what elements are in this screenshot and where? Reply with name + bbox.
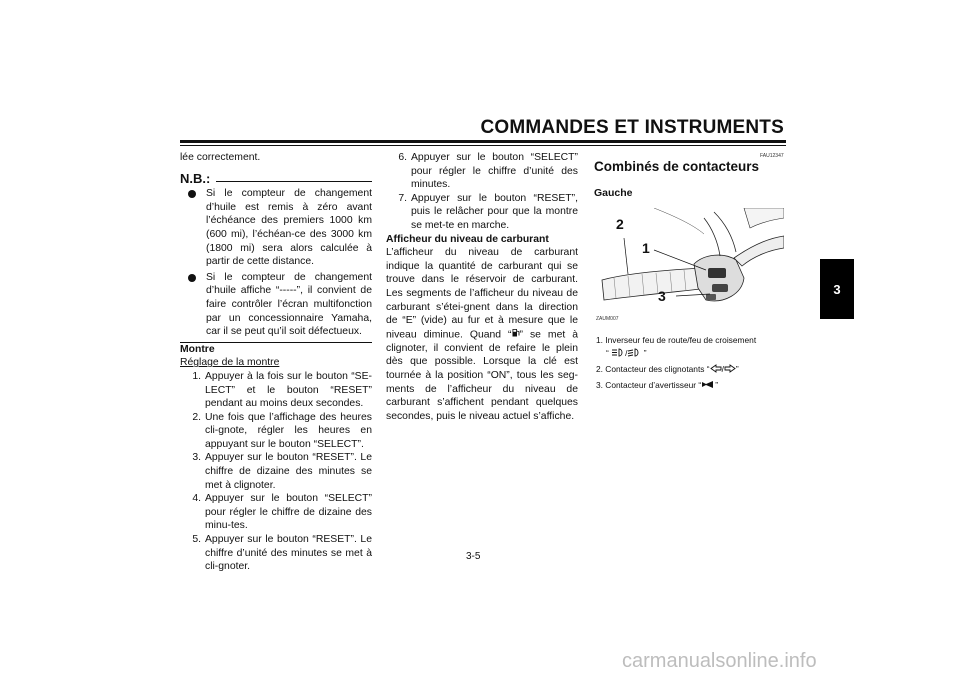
caption-2: 2. Contacteur des clignotants “ / ” [596, 364, 739, 374]
fuel-pump-icon [512, 328, 520, 342]
nb-bullet [188, 187, 372, 269]
montre-subheading: Réglage de la montre [180, 357, 280, 369]
step-item [180, 370, 372, 411]
step-text: Appuyer sur le bouton “SELECT” pour régler le chiffre d’unité des minutes. [411, 152, 578, 191]
step-text: Appuyer sur le bouton “SELECT” pour régler le chiffre de dizaine des minu-tes. [205, 493, 372, 532]
fuel-paragraph-part2: ” se met à clignoter, il convient de refaire le plein dès que possible. Lorsque la clé est tournée à la position “ON”, tous les seg-ments de l’afficheur du niveau de carburant s’affichent pendant quelques secondes, puis le niveau actuel s’affiche. [386, 329, 578, 422]
step-item [180, 492, 372, 533]
step-number: 7. [398, 192, 407, 204]
section-subtitle: Gauche [594, 187, 633, 199]
caption-3-text: 3. Contacteur d’avertisseur “ [596, 380, 702, 390]
bullet-dot-icon [188, 274, 196, 282]
step-number: 3. [192, 452, 201, 464]
step-item [386, 151, 578, 192]
step-number: 1. [192, 370, 201, 382]
step-item [386, 192, 578, 233]
bullet-dot-icon [188, 190, 196, 198]
reference-code: FAU12347 [760, 153, 784, 159]
intro-text: lée correctement. [180, 152, 261, 163]
nb-bullet [188, 271, 372, 339]
page-number: 3-5 [466, 551, 481, 562]
step-text: Appuyer sur le bouton “RESET”. Le chiffre de dizaine des minutes se met à clignoter. [205, 452, 372, 491]
step-text: Appuyer sur le bouton “RESET”, puis le relâcher pour que la montre se met-te en marche. [411, 192, 578, 231]
caption-3 [596, 380, 718, 391]
step-item [180, 451, 372, 492]
nb-bullet-text: Si le compteur de changement d’huile est remis à zéro avant l’échéance des premiers 1000 km (600 mi), l’échéan-ce des 3000 km (1800 mi) sera alors calculée à partir de cette distance. [206, 188, 372, 268]
nb-bullet-text: Si le compteur de changement d’huile affiche “-----”, il convient de faire contrôler l’écran multifonction par un concessionnaire Yamaha, car il se peut qu’il soit défectueux. [206, 271, 372, 338]
callout-label-2: 2 [616, 216, 624, 232]
header-rule-thick [180, 140, 786, 143]
step-text: Appuyer sur le bouton “RESET”. Le chiffre d’unité des minutes se met à cli-gnoter. [205, 534, 372, 573]
caption-1-text: 1. Inverseur feu de route/feu de croisement [596, 335, 757, 345]
step-text: Une fois que l’affichage des heures cli-gnote, régler les heures en appuyant sur le bouton “SELECT”. [205, 411, 372, 450]
montre-heading: Montre [180, 343, 215, 355]
turn-signal-right-icon [724, 364, 736, 375]
step-text: Appuyer à la fois sur le bouton “SE-LECT” et le bouton “RESET” pendant au moins deux secondes. [205, 370, 372, 410]
nb-heading-rule [216, 181, 372, 182]
watermark: carmanualsonline.info [622, 650, 817, 672]
horn-icon [701, 380, 715, 391]
page-header-title: COMMANDES ET INSTRUMENTS [480, 117, 784, 138]
step-number: 6. [398, 152, 407, 163]
caption-1 [596, 335, 756, 359]
caption-2-suffix: ” [735, 364, 739, 374]
callout-label-1: 1 [642, 240, 650, 256]
step-number: 4. [192, 493, 201, 505]
fuel-gauge-paragraph [386, 246, 578, 423]
fuel-paragraph-part1: L’afficheur du niveau de carburant indique la quantité de carburant qui se trouve dans le réservoir de carburant. Les segments de l’afficheur du niveau de carburant s’étei-gnent dans la direction de “E” (vide) au fur et à mesure que le niveau diminue. Quand “ [386, 247, 578, 341]
figure-code: ZAUM007 [596, 316, 619, 322]
quote-open: “ [606, 348, 609, 358]
section-title: Combinés de contacteurs [594, 159, 760, 174]
step-number: 5. [192, 534, 201, 546]
step-item [180, 533, 372, 574]
section-tab: 3 [820, 259, 854, 319]
step-item [180, 411, 372, 452]
caption-3-suffix: ” [715, 380, 718, 390]
header-rule-thin [180, 145, 786, 146]
high-beam-icon [611, 348, 625, 359]
handlebar-switch-illustration [594, 208, 784, 326]
fuel-gauge-heading: Afficheur du niveau de carburant [386, 233, 549, 245]
turn-signal-left-icon [710, 364, 722, 375]
step-number: 2. [192, 411, 201, 423]
caption-2-text: 2. Contacteur des clignotants “ [596, 364, 710, 374]
callout-label-3: 3 [658, 288, 666, 304]
middle-column [386, 151, 578, 423]
quote-close: ” [643, 348, 647, 358]
nb-heading [180, 172, 372, 186]
caption-1-icons: “ / ” [606, 348, 647, 358]
nb-label: N.B.: [180, 170, 211, 186]
left-column [180, 151, 372, 574]
low-beam-icon [627, 348, 641, 359]
